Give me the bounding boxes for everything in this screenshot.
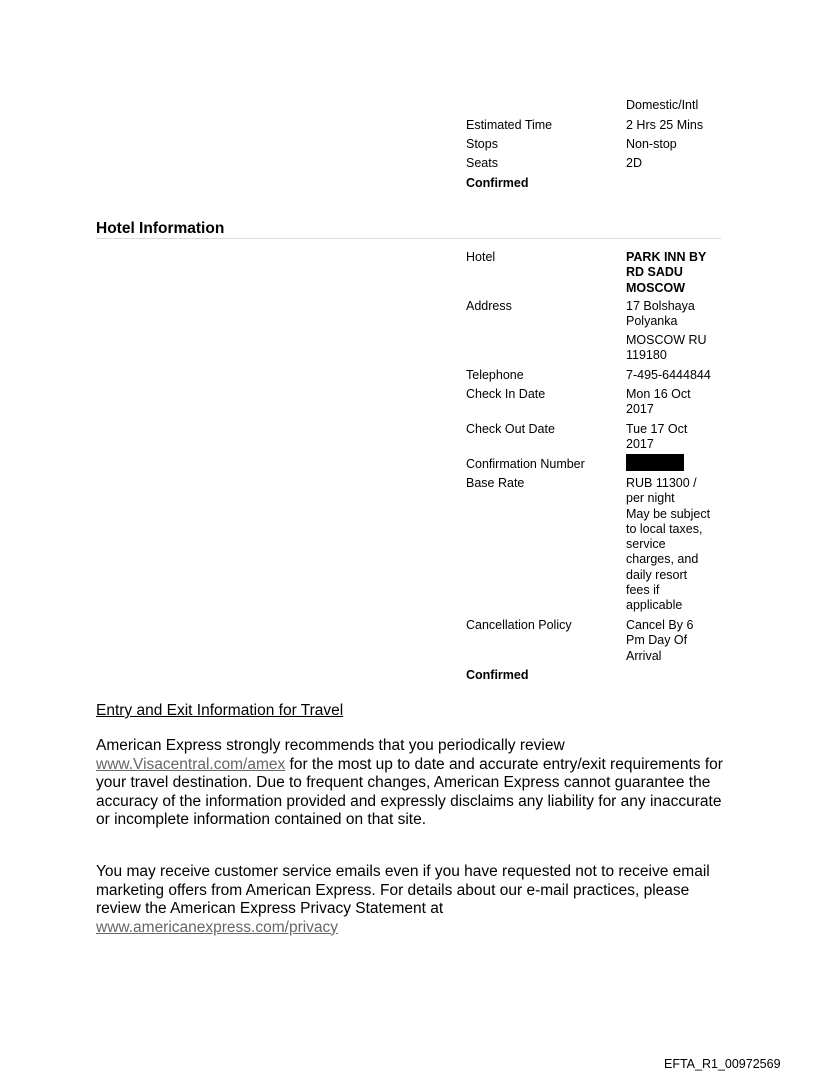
- confirmation-number-label: Confirmation Number: [466, 457, 585, 471]
- stops-label: Stops: [466, 137, 498, 151]
- check-out-label: Check Out Date: [466, 422, 555, 436]
- check-in-label: Check In Date: [466, 387, 546, 401]
- privacy-paragraph: You may receive customer service emails even if you have requested not to receive email marketing offers from American Express. For details about our e-mail practices, please review the American Express Privacy Statement at www.americanexpress.com/privacy: [96, 863, 710, 936]
- hotel-status: Confirmed: [466, 668, 529, 682]
- cancellation-policy-value: Cancel By 6 Pm Day Of Arrival: [626, 618, 694, 663]
- check-in-value: Mon 16 Oct 2017: [626, 387, 691, 417]
- base-rate-value: RUB 11300 / per night May be subject to local taxes, service charges, and daily resort fees if applicable: [626, 476, 726, 614]
- flight-domestic-intl: Domestic/Intl: [626, 98, 699, 112]
- redacted-confirmation-number: [626, 454, 684, 471]
- entry-exit-heading: Entry and Exit Information for Travel: [96, 702, 344, 719]
- flight-status: Confirmed: [466, 176, 529, 190]
- hotel-name: PARK INN BY RD SADU MOSCOW: [626, 250, 707, 295]
- stops-value: Non-stop: [626, 137, 677, 151]
- hotel-label: Hotel: [466, 250, 496, 264]
- visacentral-link[interactable]: www.Visacentral.com/amex: [96, 755, 286, 773]
- estimated-time-label: Estimated Time: [466, 118, 553, 132]
- seats-label: Seats: [466, 156, 498, 170]
- check-out-value: Tue 17 Oct 2017: [626, 422, 688, 452]
- address-line2: MOSCOW RU 119180: [626, 333, 707, 363]
- document-id: EFTA_R1_00972569: [664, 1057, 781, 1071]
- telephone-value: 7-495-6444844: [626, 368, 711, 382]
- cancellation-policy-label: Cancellation Policy: [466, 618, 572, 632]
- estimated-time-value: 2 Hrs 25 Mins: [626, 118, 704, 132]
- address-line1: 17 Bolshaya Polyanka: [626, 299, 695, 329]
- base-rate-label: Base Rate: [466, 476, 525, 490]
- seats-value: 2D: [626, 156, 642, 170]
- rate-note: May be subject to local taxes, service charges, and daily resort fees if applicable: [626, 506, 711, 613]
- privacy-link[interactable]: www.americanexpress.com/privacy: [96, 918, 339, 936]
- entry-exit-paragraph: American Express strongly recommends that you periodically review www.Visacentral.com/amex for the most up to date and accurate entry/exit requirements for your travel destination. Due to frequent changes, American Express cannot guarantee the accuracy of the information provided and expressly disclaims any liability for any inaccurate or incomplete information contained on that site.: [96, 737, 723, 829]
- section-divider: [96, 238, 721, 239]
- telephone-label: Telephone: [466, 368, 524, 382]
- hotel-section-title: Hotel Information: [96, 220, 225, 237]
- address-label: Address: [466, 299, 512, 313]
